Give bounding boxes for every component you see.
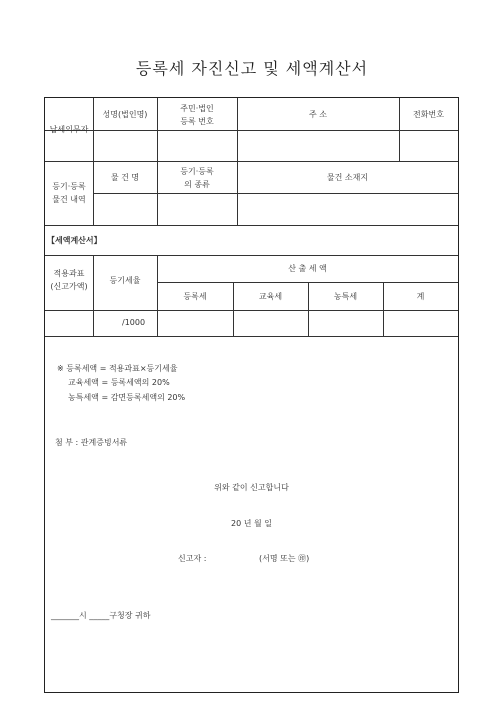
col-rural-tax: 농특세 <box>333 292 358 301</box>
property-name-header: 물 건 명 <box>110 173 140 182</box>
row-line <box>45 130 458 131</box>
note-line1: ※ 등록세액 = 적용과표×등기세율 <box>57 364 178 373</box>
row-line <box>45 255 458 256</box>
property-location-header: 물건 소재지 <box>326 173 369 182</box>
col-education-tax: 교육세 <box>258 292 283 301</box>
row-line <box>45 161 458 162</box>
property-kind-header-line2: 의 종류 <box>184 180 210 189</box>
calc-section-title: 【세액계산서】 <box>47 236 102 245</box>
form-title: 등록세 자진신고 및 세액계산서 <box>135 59 369 78</box>
property-label-line1: 등기·등록 <box>52 182 86 191</box>
signature-label: (서명 또는 ㊞) <box>259 554 310 563</box>
name-header: 성명(법인명) <box>102 110 148 119</box>
col-registration-tax: 등록세 <box>183 292 207 301</box>
rate-header: 등기세율 <box>109 276 141 285</box>
row-line <box>45 310 458 311</box>
taxpayer-label: 납세의무자 <box>49 125 89 134</box>
id-header-line1: 주민·법인 <box>180 104 214 113</box>
phone-header: 전화번호 <box>413 110 444 119</box>
property-kind-header-line1: 등기·등록 <box>180 167 214 176</box>
col-total: 계 <box>416 292 425 301</box>
reporter-label: 신고자 : <box>178 554 207 563</box>
col-line <box>93 255 94 336</box>
col-line <box>399 98 400 162</box>
row-line <box>93 193 458 194</box>
base-header-line1: 적용과표 <box>53 269 85 278</box>
addressee: _______시 _____구청장 귀하 <box>51 611 151 620</box>
computed-tax-header: 산 출 세 액 <box>288 264 327 273</box>
row-line <box>45 225 458 226</box>
rate-value: /1000 <box>122 318 146 327</box>
id-header-line2: 등록 번호 <box>180 117 214 126</box>
base-header-line2: (신고가액) <box>50 282 88 291</box>
address-header: 주 소 <box>309 110 327 119</box>
date-line: 20 년 월 일 <box>231 519 272 528</box>
attachment-note: 첨 부 : 관계증빙서류 <box>55 438 128 447</box>
declaration-text: 위와 같이 신고합니다 <box>214 483 289 492</box>
note-line2: 교육세액 = 등록세액의 20% <box>68 378 170 387</box>
row-line <box>45 336 458 337</box>
form-frame <box>44 97 459 693</box>
note-line3: 농특세액 = 감면등록세액의 20% <box>68 393 186 402</box>
property-label-line2: 물건 내역 <box>52 195 86 204</box>
